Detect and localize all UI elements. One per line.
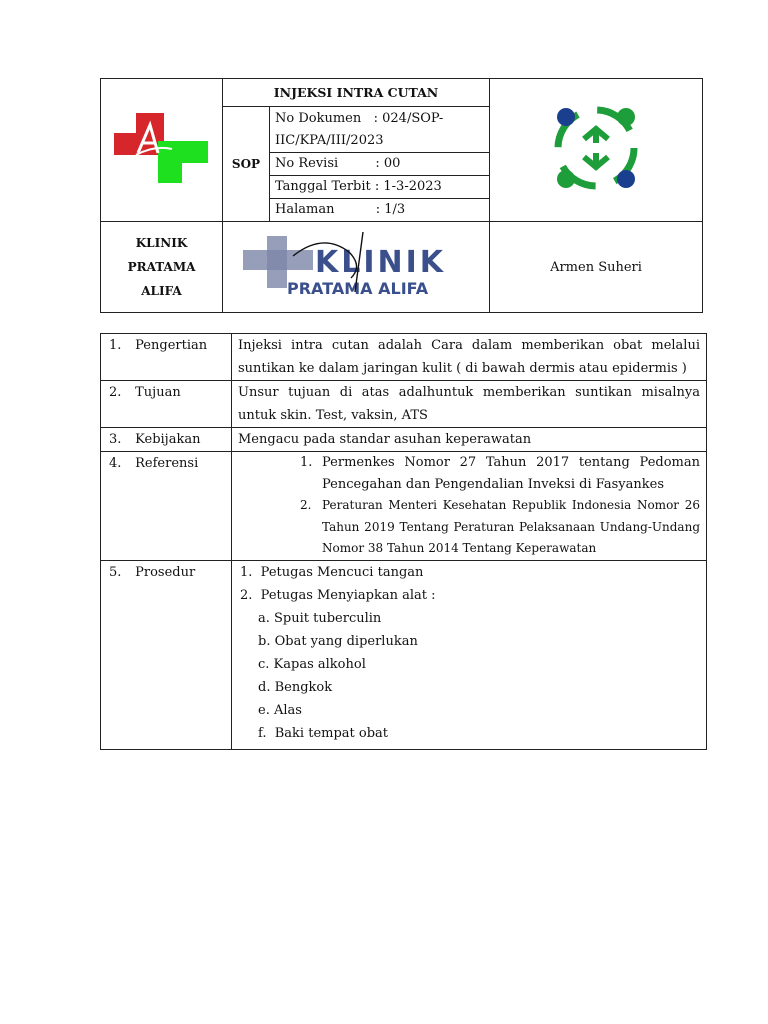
pengertian-text: Injeksi intra cutan adalah Cara dalam memberikan obat melalui suntikan ke dalam jaringan kulit ( di bawah dermis atau epidermis ) (232, 334, 707, 381)
no-dokumen-line1: No Dokumen : 024/SOP- (275, 110, 444, 126)
clinic-name-line: KLINIK (135, 236, 188, 250)
row-label-text: Kebijakan (135, 432, 201, 447)
procedure-substep: a. Spuit tuberculin (258, 610, 382, 626)
referensi-list (232, 452, 707, 561)
procedure-substep: b. Obat yang diperlukan (258, 633, 418, 649)
sop-header-table (100, 78, 703, 313)
stamp-text-klinik: KLINIK (315, 245, 447, 280)
prosedur-list (232, 560, 707, 749)
row-label-text: Prosedur (135, 564, 196, 580)
recycle-people-logo (548, 103, 644, 193)
sop-content-table (100, 333, 707, 750)
row-label (101, 428, 232, 452)
kebijakan-text: Mengacu pada standar asuhan keperawatan (232, 428, 707, 452)
row-label-text: Tujuan (135, 385, 181, 400)
row-number: 5. (109, 564, 122, 580)
partner-logo-cell (490, 79, 703, 222)
signer-name: Armen Suheri (490, 222, 703, 313)
stamp-signature-cell (223, 222, 490, 313)
no-revisi-field: No Revisi : 00 (270, 153, 490, 176)
row-label (101, 452, 232, 561)
clinic-cross-logo-cell (101, 79, 223, 222)
procedure-substep: f. Baki tempat obat (258, 725, 389, 741)
list-item (300, 495, 700, 560)
stamp-text-pratama: PRATAMA ALIFA (287, 279, 429, 298)
row-number: 1. (109, 338, 122, 353)
tujuan-text: Unsur tujuan di atas adalhuntuk memberikan suntikan misalnya untuk skin. Test, vaksin, ATS (232, 381, 707, 428)
sop-title: INJEKSI INTRA CUTAN (223, 79, 490, 107)
clinic-name-line: PRATAMA (127, 260, 196, 274)
procedure-substep: e. Alas (258, 702, 302, 718)
sop-label: SOP (223, 107, 270, 222)
table-row (101, 560, 707, 749)
row-number: 2. (109, 385, 122, 400)
table-row (101, 381, 707, 428)
table-row (101, 452, 707, 561)
no-dokumen-field (270, 107, 490, 153)
row-label (101, 381, 232, 428)
procedure-substep: c. Kapas alkohol (258, 656, 366, 672)
row-label (101, 560, 232, 749)
halaman-field: Halaman : 1/3 (270, 199, 490, 222)
clinic-cross-logo (114, 113, 210, 183)
list-item-number: 2. (300, 498, 312, 512)
clinic-name-line: ALIFA (141, 284, 182, 298)
procedure-step: 2. Petugas Menyiapkan alat : (240, 587, 436, 603)
procedure-step: 1. Petugas Mencuci tangan (240, 564, 424, 580)
row-number: 3. (109, 432, 122, 447)
clinic-name (101, 222, 223, 313)
row-label-text: Referensi (135, 456, 199, 471)
table-row (101, 334, 707, 381)
row-number: 4. (109, 456, 122, 471)
list-item-text: Peraturan Menteri Kesehatan Republik Indonesia Nomor 26 Tahun 2019 Tentang Peraturan Pelaksanaan Undang-Undang Nomor 38 Tahun 2014 Tentang Keperawatan (322, 498, 700, 555)
list-item (300, 452, 700, 495)
no-dokumen-line2: IIC/KPA/III/2023 (275, 132, 384, 148)
row-label-text: Pengertian (135, 338, 208, 353)
table-row (101, 428, 707, 452)
row-label (101, 334, 232, 381)
tanggal-terbit-field: Tanggal Terbit : 1-3-2023 (270, 176, 490, 199)
procedure-substep: d. Bengkok (258, 679, 333, 695)
clinic-stamp-signature (223, 222, 489, 308)
list-item-text: Permenkes Nomor 27 Tahun 2017 tentang Pedoman Pencegahan dan Pengendalian Inveksi di Fasyankes (322, 455, 700, 492)
list-item-number: 1. (300, 455, 313, 470)
